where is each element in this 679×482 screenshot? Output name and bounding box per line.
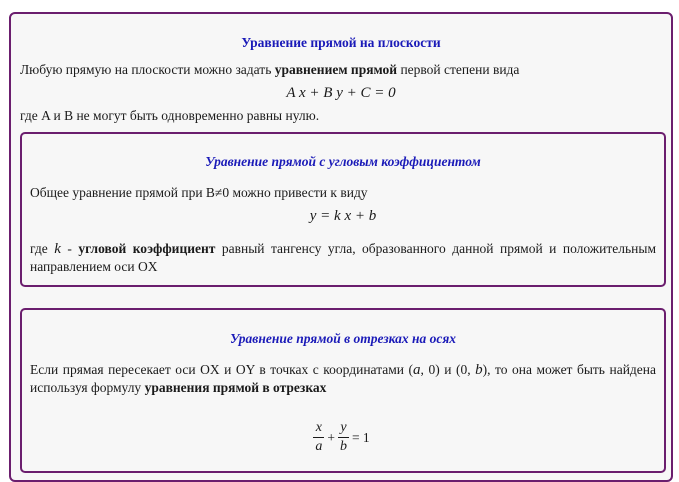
slope-explanation-text: равный тангенсу угла, образованного данной прямой и положительным направлением оси OX xyxy=(30,241,656,274)
intercept-section xyxy=(20,308,666,473)
intercept-section-title: Уравнение прямой в отрезках на осях xyxy=(229,331,457,346)
slope-intro: Общее уравнение прямой при B≠0 можно привести к виду xyxy=(30,185,368,200)
b-symbol: b xyxy=(475,362,483,378)
where-prefix: где xyxy=(30,241,55,256)
intro-tail: первой степени вида xyxy=(397,62,520,77)
page-title: Уравнение прямой на плоскости xyxy=(241,35,441,50)
intro-bold-term: уравнением прямой xyxy=(274,62,398,77)
a-symbol: a xyxy=(413,362,421,378)
intro-paragraph xyxy=(20,62,661,78)
intercept-text-2: , 0) и (0, xyxy=(420,362,476,377)
plus-sign: + xyxy=(327,429,335,445)
fraction-denominator-b: b xyxy=(339,439,347,454)
fraction-y-over-b xyxy=(338,420,349,455)
fraction-numerator-x: x xyxy=(313,420,324,438)
intercept-formula xyxy=(22,420,664,455)
intro-text: Любую прямую на плоскости можно задать xyxy=(20,62,275,77)
fraction-x-over-a xyxy=(313,420,324,455)
intercept-bold-term: уравнения прямой в отрезках xyxy=(144,380,327,395)
k-symbol: k xyxy=(54,241,61,257)
general-formula: A x + B y + C = 0 xyxy=(286,85,396,101)
dash: - xyxy=(60,241,79,256)
intercept-paragraph xyxy=(30,361,656,397)
slope-section xyxy=(20,132,666,287)
slope-bold-term: угловой коэффициент xyxy=(78,241,216,256)
condition-text: где A и B не могут быть одновременно равны нулю. xyxy=(20,108,320,123)
article-panel xyxy=(9,12,673,482)
slope-section-title: Уравнение прямой с угловым коэффициентом xyxy=(205,154,481,169)
slope-explanation xyxy=(30,240,656,276)
equals-one: = 1 xyxy=(351,429,370,445)
fraction-denominator-a: a xyxy=(315,439,323,454)
slope-formula: y = k x + b xyxy=(309,208,377,224)
intercept-text-1: Если прямая пересекает оси OX и OY в точках с координатами ( xyxy=(30,362,414,377)
intercept-text-3: ), то она может быть найдена используя формулу xyxy=(30,362,657,395)
fraction-numerator-y: y xyxy=(338,420,349,438)
